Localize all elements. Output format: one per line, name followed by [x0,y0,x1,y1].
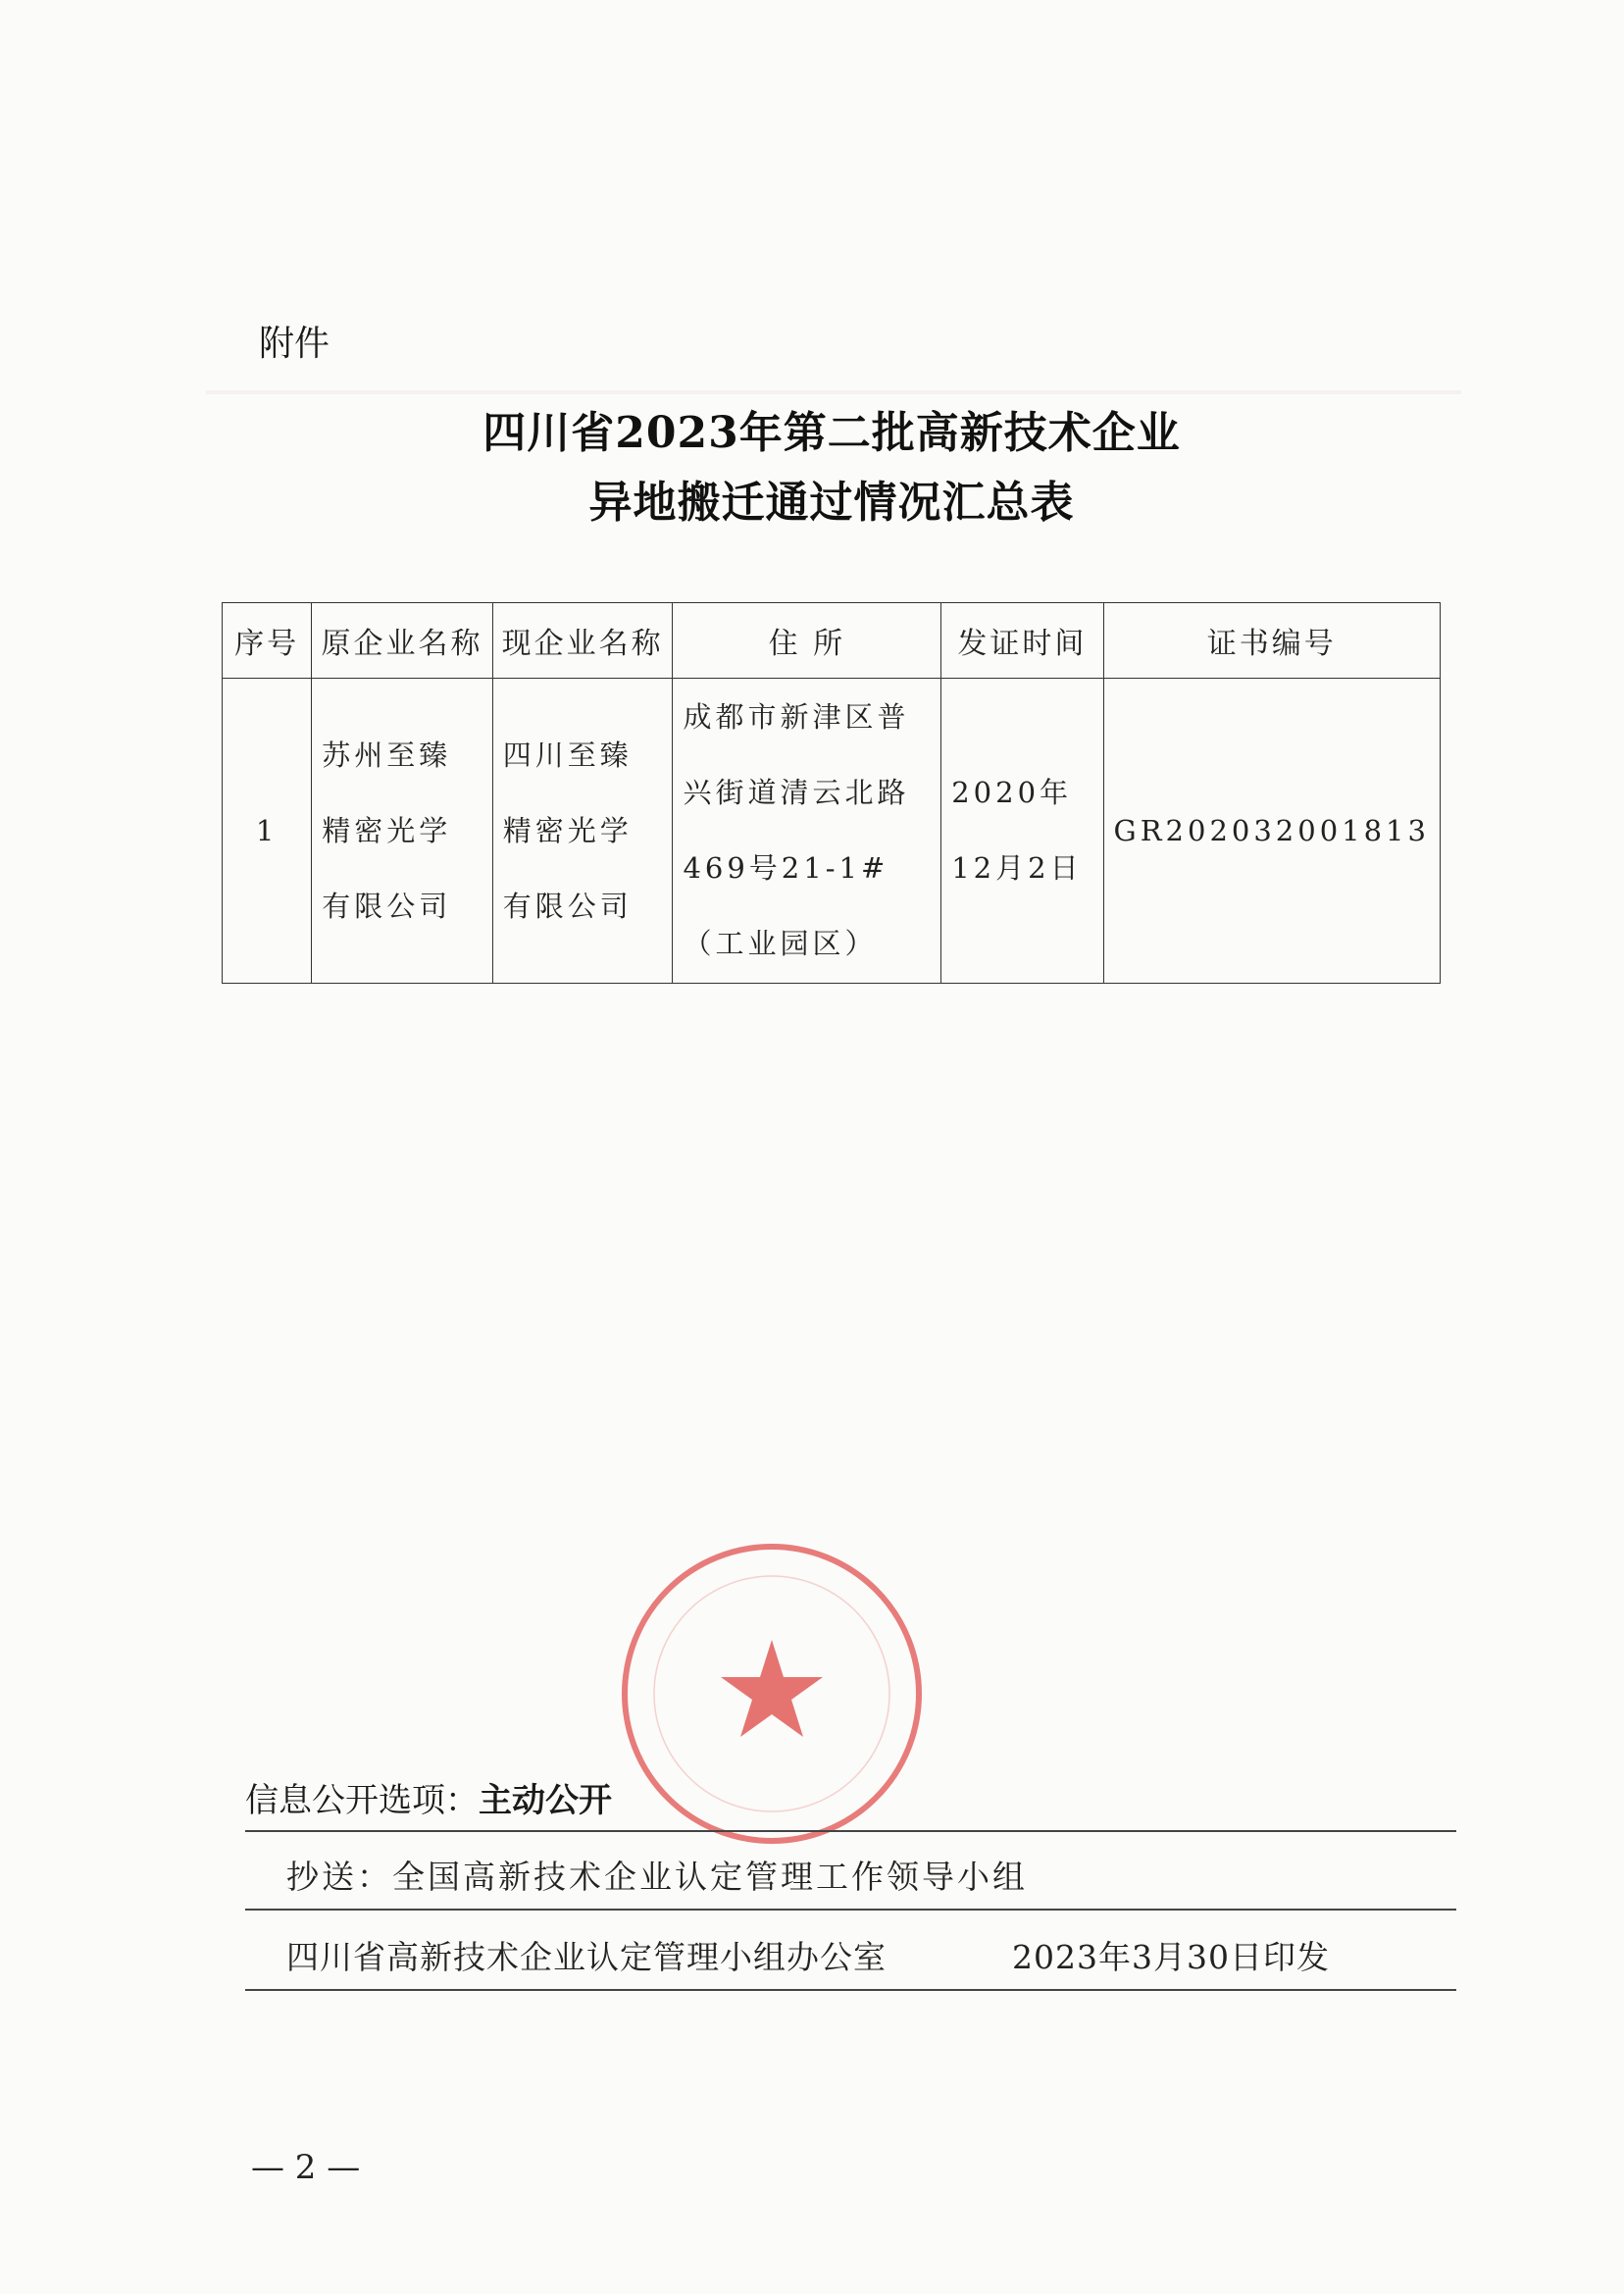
table-header-row [223,603,1441,679]
disclosure-line [245,1773,612,1821]
cell-index: 1 [223,679,312,984]
cell-address: 成都市新津区普兴街道清云北路469号21-1#（工业园区） [673,679,941,984]
cell-issue-date: 2020年12月2日 [941,679,1103,984]
issue-date: 2023年3月30日印发 [1012,1938,1330,1976]
issuer: 四川省高新技术企业认定管理小组办公室 [286,1938,887,1976]
header-address: 住 所 [673,603,941,679]
footer-rule-bottom [245,1989,1456,1991]
document-title-line-1: 四川省2023年第二批高新技术企业 [482,408,1181,458]
attachment-label: 附件 [259,324,330,364]
footer-rule-middle [245,1909,1456,1911]
footer-rule-top [245,1830,1456,1832]
document-title-line-2: 异地搬迁通过情况汇总表 [588,478,1075,528]
reverse-page-bleed-rule [206,390,1461,394]
cc-line: 抄送：全国高新技术企业认定管理工作领导小组 [286,1858,1028,1896]
header-original-name: 原企业名称 [312,603,493,679]
official-seal [610,1532,934,1856]
summary-table [222,602,1441,984]
cell-original-name: 苏州至臻精密光学有限公司 [312,679,493,984]
header-current-name: 现企业名称 [492,603,673,679]
header-issue-date: 发证时间 [941,603,1103,679]
cell-current-name: 四川至臻精密光学有限公司 [492,679,673,984]
disclosure-value: 主动公开 [479,1781,612,1820]
header-index: 序号 [223,603,312,679]
page-number: — 2 — [251,2148,361,2187]
header-certificate-no: 证书编号 [1103,603,1440,679]
disclosure-label: 信息公开选项： [245,1781,479,1820]
star-icon [721,1640,823,1737]
cell-certificate-no: GR202032001813 [1103,679,1440,984]
table-row [223,679,1441,984]
